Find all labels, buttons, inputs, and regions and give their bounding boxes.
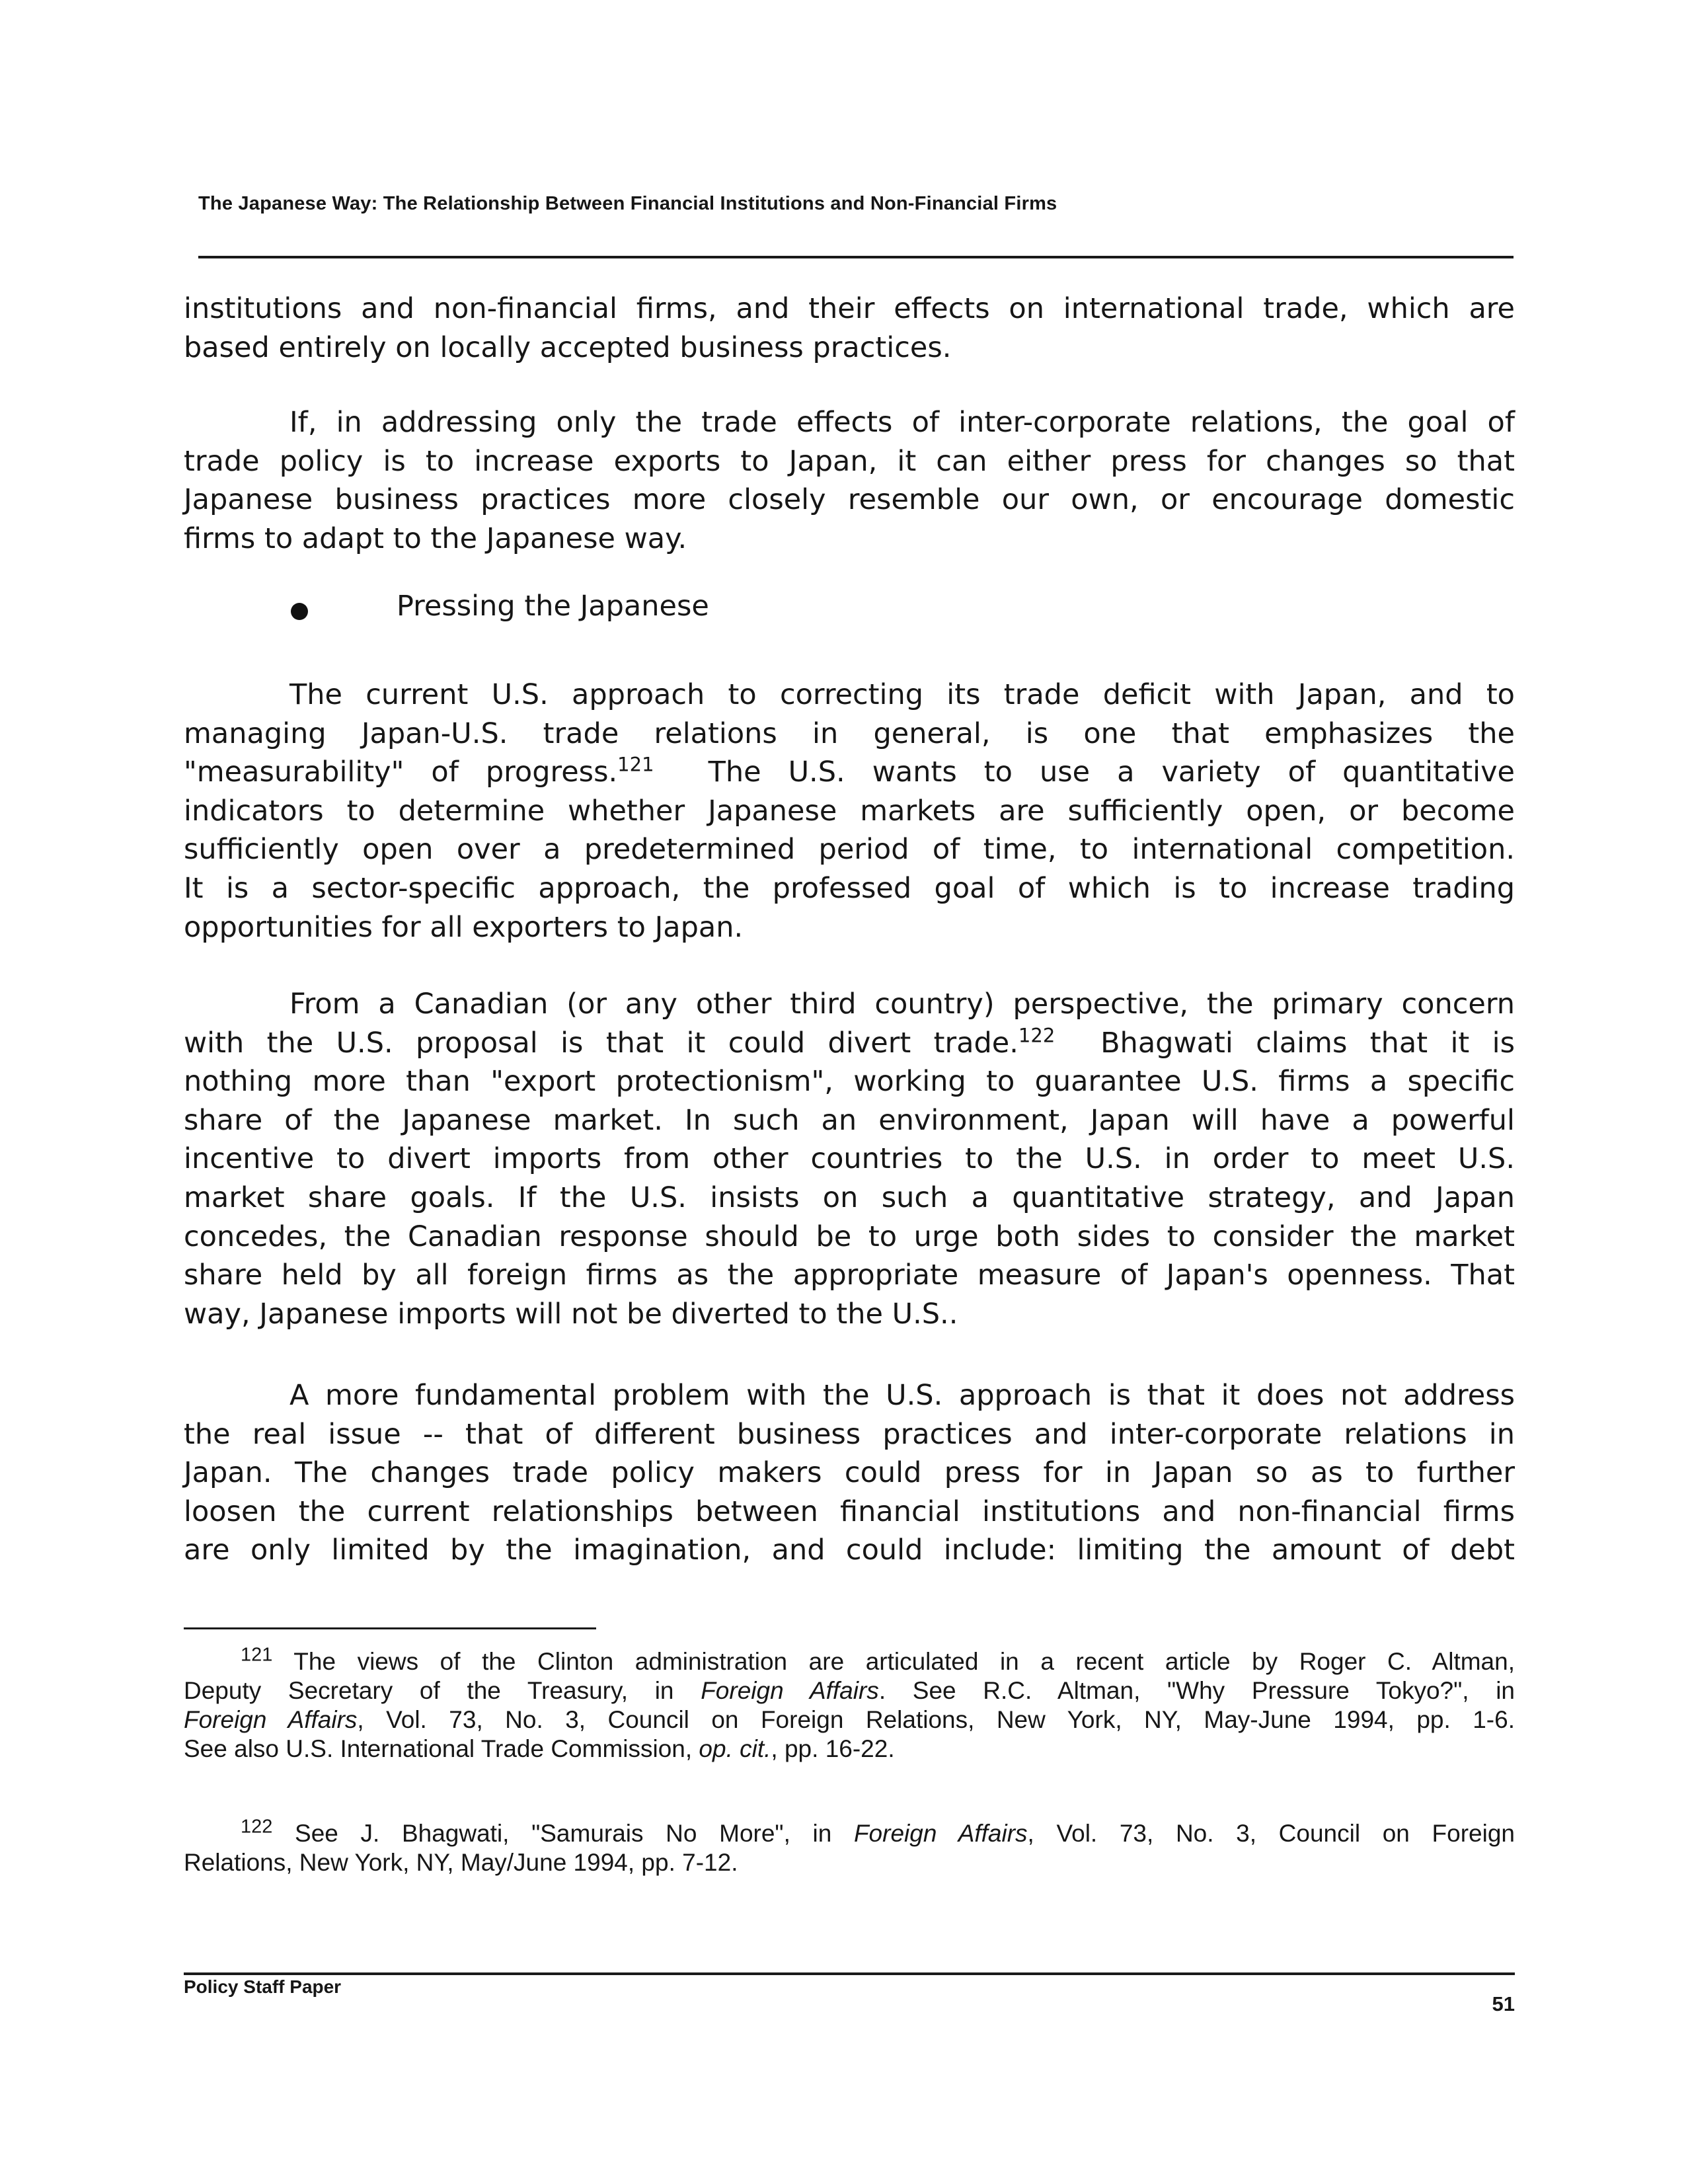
text-line [184,1676,1515,1705]
text-line: If, in addressing only the trade effects of inter-corporate relations, the goal of [289,406,1515,439]
text-line: share of the Japanese market. In such an environment, Japan will have a powerful [184,1103,1515,1137]
text-line [184,1735,1515,1764]
text-line: trade policy is to increase exports to Japan, it can either press for changes so that [184,444,1515,478]
text-segment: Deputy Secretary of the Treasury, in [184,1677,701,1704]
text-line: firms to adapt to the Japanese way. [184,522,687,555]
page-number: 51 [1492,1992,1515,2015]
text-segment: The views of the Clinton administration are articulated in a recent article by Roger C. Altman, [293,1648,1515,1675]
text-line: loosen the current relationships between financial institutions and non-financial firms [184,1495,1515,1528]
footnote-separator [184,1627,596,1629]
text-line: A more fundamental problem with the U.S. approach is that it does not address [289,1379,1515,1412]
header-rule [198,256,1514,258]
paragraph-us-approach [184,676,1515,947]
text-segment: The U.S. wants to use a variety of quantitative [708,756,1515,789]
text-line: From a Canadian (or any other third country) perspective, the primary concern [289,988,1515,1021]
text-segment: . See R.C. Altman, "Why Pressure Tokyo?", in [878,1677,1515,1704]
footer-publication: Policy Staff Paper [184,1976,342,1997]
text-segment: Bhagwati claims that it is [1100,1026,1515,1060]
footer-rule [184,1972,1515,1975]
text-line: market share goals. If the U.S. insists on such a quantitative strategy, and Japan [184,1181,1515,1214]
footnote-122 [184,1816,1515,1877]
text-line: based entirely on locally accepted business practices. [184,331,952,364]
text-segment: , Vol. 73, No. 3, Council on Foreign Relations, New York, NY, May-June 1994, pp. 1-6. [357,1706,1515,1733]
text-segment: , Vol. 73, No. 3, Council on Foreign [1027,1820,1515,1847]
text-line: Japan. The changes trade policy makers could press for in Japan so as to further [184,1456,1515,1490]
text-segment: with the U.S. proposal is that it could divert trade. [184,1026,1018,1060]
text-line: incentive to divert imports from other countries to the U.S. in order to meet U.S. [184,1142,1515,1176]
bullet-heading-text: Pressing the Japanese [397,590,709,623]
text-segment: Foreign Affairs [701,1677,879,1704]
text-line: opportunities for all exporters to Japan. [184,910,744,944]
text-segment: Foreign Affairs [853,1820,1028,1847]
text-line: institutions and non-financial firms, and their effects on international trade, which are [184,292,1515,325]
paragraph-canadian-perspective [184,985,1515,1333]
bullet-icon [291,603,308,620]
running-header: The Japanese Way: The Relationship Between Financial Institutions and Non-Financial Firms [198,193,1057,214]
text-line: the real issue -- that of different business practices and inter-corporate relations in [184,1417,1515,1451]
text-segment: , pp. 16-22. [771,1735,895,1762]
text-line [184,1816,1515,1848]
text-line: share held by all foreign firms as the appropriate measure of Japan's openness. That [184,1259,1515,1292]
text-line: concedes, the Canadian response should be to urge both sides to consider the market [184,1220,1515,1253]
text-segment: See J. Bhagwati, "Samurais No More", in [295,1820,854,1847]
text-line [184,1705,1515,1735]
footnote-number: 122 [241,1816,273,1838]
text-line: It is a sector-specific approach, the professed goal of which is to increase trading [184,871,1515,905]
footnote-121 [184,1644,1515,1764]
text-line: indicators to determine whether Japanese markets are sufficiently open, or become [184,794,1515,828]
footnote-number: 121 [241,1644,273,1666]
text-line: nothing more than "export protectionism", working to guarantee U.S. firms a specific [184,1065,1515,1099]
text-line: way, Japanese imports will not be diverted to the U.S.. [184,1297,958,1331]
paragraph-trade-policy-goal [184,403,1515,558]
text-line: managing Japan-U.S. trade relations in general, is one that emphasizes the [184,717,1515,750]
text-line [184,753,1515,792]
text-segment: Foreign Affairs [184,1706,358,1733]
text-line: The current U.S. approach to correcting its trade deficit with Japan, and to [289,678,1515,711]
text-line: are only limited by the imagination, and could include: limiting the amount of debt [184,1534,1515,1567]
paragraph-fundamental-problem [184,1376,1515,1570]
paragraph-continued [184,290,1515,367]
text-line [184,1024,1515,1063]
text-line: Japanese business practices more closely resemble our own, or encourage domestic [184,483,1515,517]
footnote-ref: 122 [1018,1024,1055,1047]
text-segment: op. cit. [699,1735,771,1762]
text-segment: "measurability" of progress. [184,756,618,789]
text-line [184,1644,1515,1676]
text-line: sufficiently open over a predetermined period of time, to international competition. [184,833,1515,867]
text-line: Relations, New York, NY, May/June 1994, pp. 7-12. [184,1849,738,1876]
text-segment: See also U.S. International Trade Commission, [184,1735,699,1762]
footnote-ref: 121 [617,753,654,776]
